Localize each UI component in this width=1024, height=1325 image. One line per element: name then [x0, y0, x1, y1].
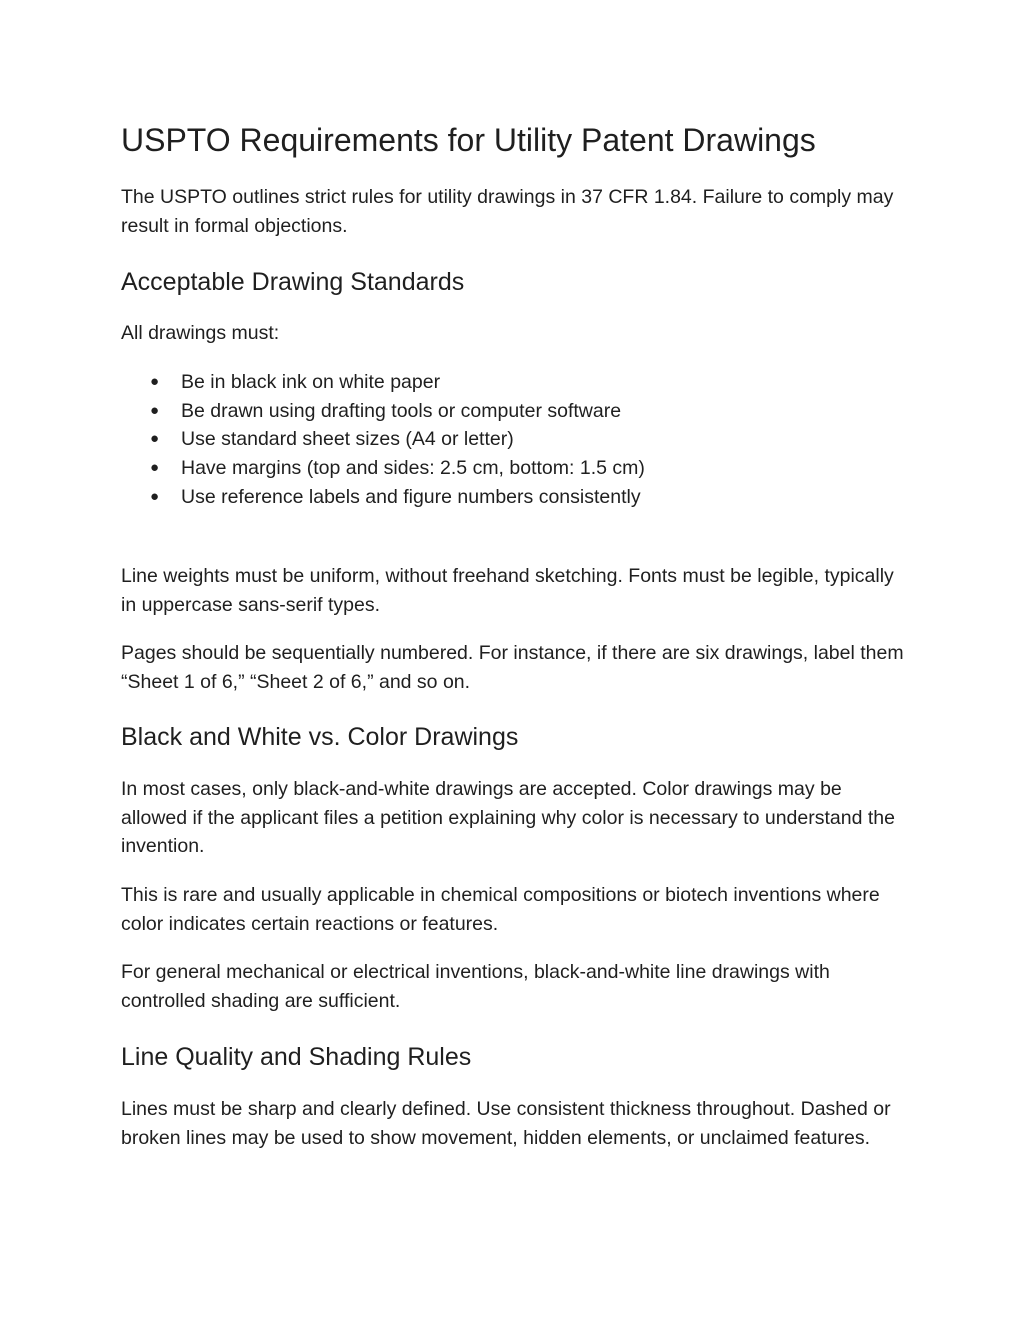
heading-line-quality-and-shading: Line Quality and Shading Rules	[121, 1043, 472, 1071]
rare-usage-paragraph: This is rare and usually applicable in chemical compositions or biotech inventions where color indicates certain reactions or features.	[121, 884, 880, 935]
standards-lead-text: All drawings must:	[121, 322, 280, 344]
list-item-text: Be drawn using drafting tools or computer software	[181, 399, 622, 422]
mechanical-inventions-paragraph: For general mechanical or electrical inventions, black-and-white line drawings with controlled shading are sufficient.	[121, 961, 830, 1012]
heading-acceptable-drawing-standards: Acceptable Drawing Standards	[121, 268, 465, 296]
list-item	[121, 483, 911, 512]
bullet-icon: ●	[150, 459, 160, 477]
standards-bullet-list	[121, 368, 911, 512]
list-item-text: Use reference labels and figure numbers consistently	[181, 485, 641, 508]
list-item-text: Have margins (top and sides: 2.5 cm, bottom: 1.5 cm)	[181, 457, 645, 480]
line-weights-paragraph: Line weights must be uniform, without freehand sketching. Fonts must be legible, typically in uppercase sans-serif types.	[121, 565, 894, 616]
color-drawings-paragraph: In most cases, only black-and-white drawings are accepted. Color drawings may be allowed if the applicant files a petition explaining why color is necessary to understand the invention.	[121, 778, 895, 858]
list-item	[121, 368, 911, 397]
bullet-icon: ●	[150, 487, 160, 505]
list-item	[121, 454, 911, 483]
list-item-text: Be in black ink on white paper	[181, 371, 441, 393]
document-title: USPTO Requirements for Utility Patent Drawings	[121, 122, 816, 158]
list-item-text: Use standard sheet sizes (A4 or letter)	[181, 428, 514, 451]
list-item	[121, 425, 911, 454]
bullet-icon: ●	[150, 373, 160, 390]
bullet-icon: ●	[150, 430, 160, 448]
bullet-icon: ●	[150, 401, 160, 419]
page-numbering-paragraph: Pages should be sequentially numbered. For instance, if there are six drawings, label them “Sheet 1 of 6,” “Sheet 2 of 6,” and so on.	[121, 642, 904, 693]
intro-paragraph: The USPTO outlines strict rules for utility drawings in 37 CFR 1.84. Failure to comply may result in formal objections.	[121, 186, 894, 237]
line-quality-paragraph: Lines must be sharp and clearly defined. Use consistent thickness throughout. Dashed or broken lines may be used to show movement, hidden elements, or unclaimed features.	[121, 1098, 891, 1149]
list-item	[121, 397, 911, 426]
heading-black-and-white-vs-color: Black and White vs. Color Drawings	[121, 723, 519, 751]
